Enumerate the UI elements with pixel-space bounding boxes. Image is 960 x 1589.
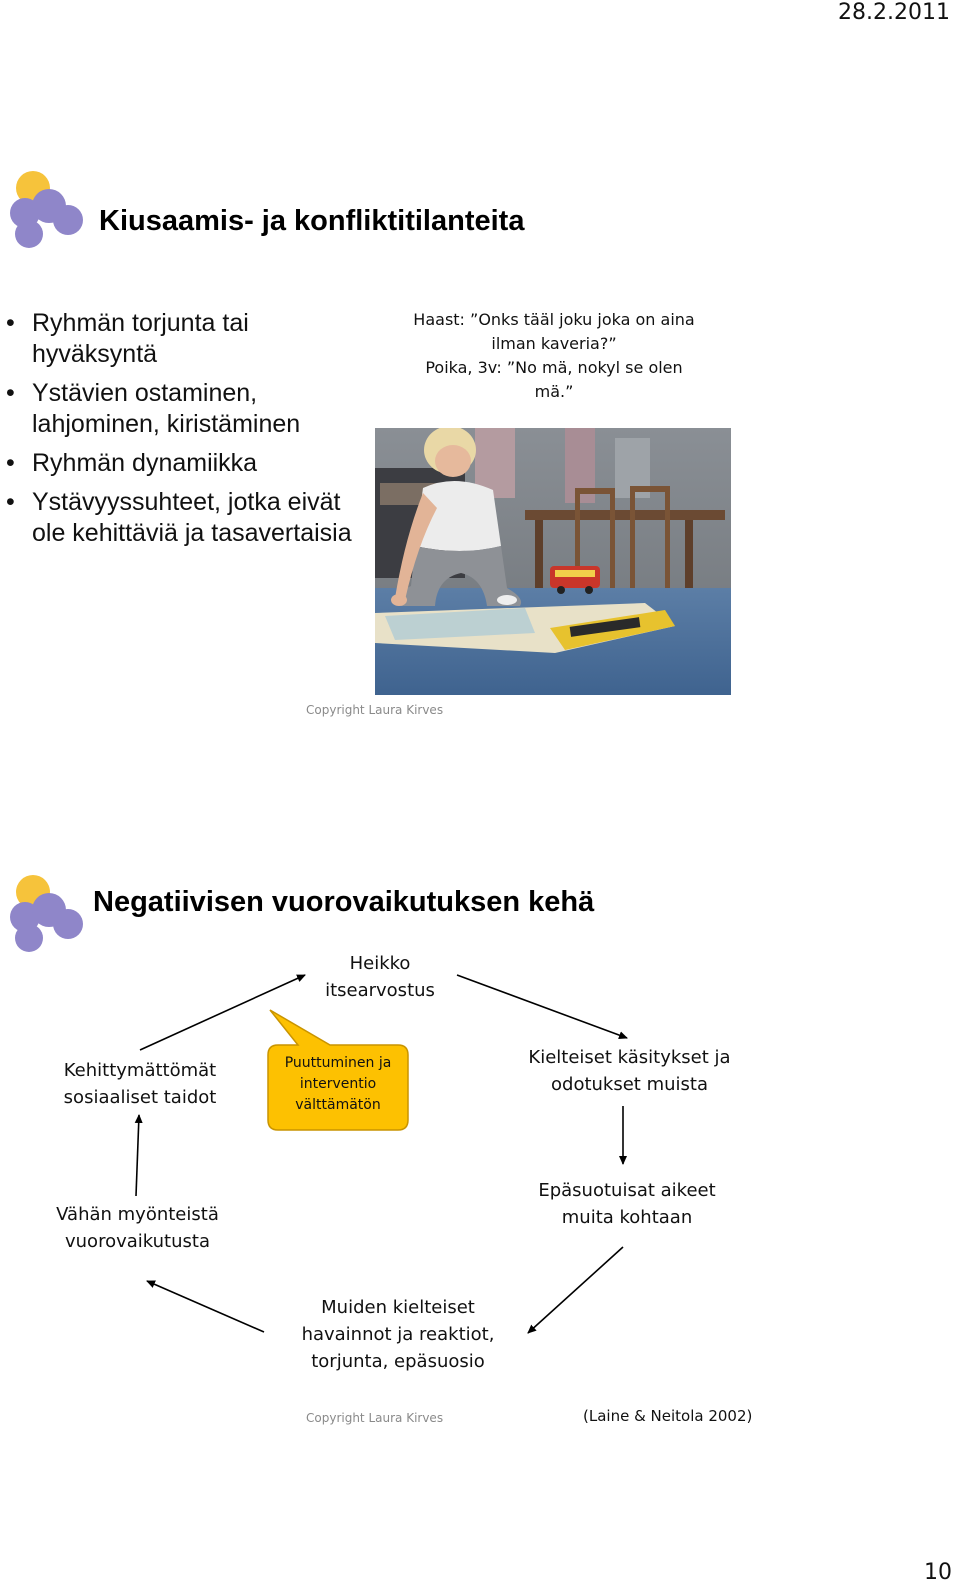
bullet-item: • Ystävyyssuhteet, jotka eivät ole kehittäviä ja tasavertaisia	[6, 488, 352, 547]
document-date: 28.2.2011	[838, 0, 950, 25]
slide2-title: Negatiivisen vuorovaikutuksen kehä	[93, 886, 595, 918]
bullet-item: • Ystävien ostaminen, lahjominen, kiristäminen	[6, 379, 301, 438]
bullet-item: • Ryhmän torjunta tai hyväksyntä	[6, 309, 249, 368]
slide1-copyright: Copyright Laura Kirves	[306, 703, 444, 717]
cycle-node-little-positive-interaction: Vähän myönteistä vuorovaikutusta	[56, 1204, 219, 1252]
cycle-node-low-self-esteem: Heikko itsearvostus	[325, 953, 435, 1001]
intervention-callout-text: Puuttuminen ja interventio välttämätön	[284, 1055, 392, 1113]
slide2-copyright: Copyright Laura Kirves	[306, 1411, 444, 1425]
cycle-node-others-negative-reactions: Muiden kielteiset havainnot ja reaktiot, torjunta, epäsuosio	[301, 1297, 495, 1372]
child-quote: Haast: ”Onks tääl joku joka on aina ilman kaveria?” Poika, 3v: ”No mä, nokyl se olen mä.”	[413, 310, 695, 401]
page-number: 10	[924, 1560, 952, 1585]
cycle-node-unfavorable-intentions: Epäsuotuisat aikeet muita kohtaan	[538, 1180, 716, 1228]
arrow-to-right	[457, 975, 627, 1038]
arrow-to-left-lower	[147, 1281, 264, 1332]
arrow-to-top	[140, 975, 305, 1050]
arrow-to-bottom	[528, 1247, 623, 1333]
cycle-node-negative-perceptions: Kielteiset käsitykset ja odotukset muista	[528, 1047, 731, 1095]
slide1-title: Kiusaamis- ja konfliktitilanteita	[99, 205, 525, 237]
arrow-to-left	[136, 1115, 139, 1196]
bullet-item: • Ryhmän dynamiikka	[6, 449, 258, 477]
cycle-node-underdeveloped-social-skills: Kehittymättömät sosiaaliset taidot	[63, 1060, 217, 1108]
reference-citation: (Laine & Neitola 2002)	[583, 1407, 753, 1425]
